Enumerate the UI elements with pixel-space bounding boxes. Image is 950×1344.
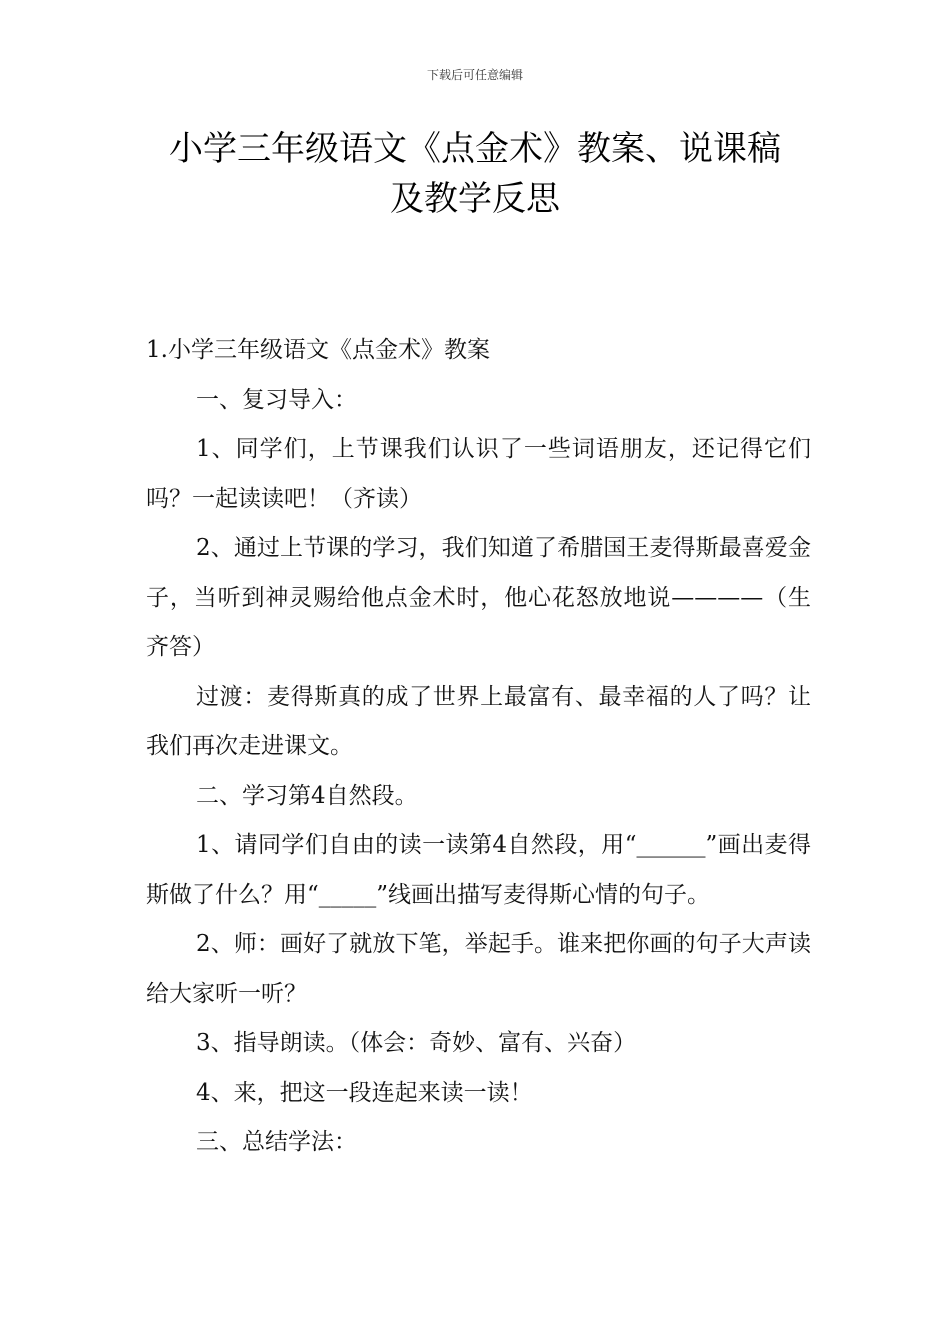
title-line-2: 及教学反思 (390, 179, 560, 219)
document-body (146, 326, 811, 1168)
paragraph: 4、来，把这一段连起来读一读！ (196, 1079, 533, 1106)
header-note: 下载后可任意编辑 (426, 68, 523, 82)
paragraph: 一、复习导入： (196, 386, 357, 413)
paragraph: 2、通过上节课的学习，我们知道了希腊国王麦得斯最喜爱金子，当听到神灵赐给他点金术时，他心花怒放地说————（生齐答） (146, 535, 811, 660)
paragraph: 三、总结学法： (196, 1129, 357, 1155)
paragraph: 1、同学们，上节课我们认识了一些词语朋友，还记得它们吗？一起读读吧！（齐读） (146, 436, 811, 512)
paragraph: 3、指导朗读。（体会：奇妙、富有、兴奋） (196, 1030, 637, 1056)
title-line-1: 小学三年级语文《点金术》教案、说课稿 (169, 129, 781, 169)
paragraph: 2、师：画好了就放下笔，举起手。谁来把你画的句子大声读给大家听一听？ (146, 931, 811, 1007)
document-title (0, 124, 950, 224)
paragraph: 过渡：麦得斯真的成了世界上最富有、最幸福的人了吗？让我们再次走进课文。 (146, 683, 811, 759)
paragraph: 1、请同学们自由的读一读第4自然段，用“______”画出麦得斯做了什么？用“_____”线画出描写麦得斯心情的句子。 (146, 832, 811, 908)
section-heading: 1.小学三年级语文《点金术》教案 (146, 337, 490, 363)
paragraph: 二、学习第4自然段。 (196, 782, 418, 809)
